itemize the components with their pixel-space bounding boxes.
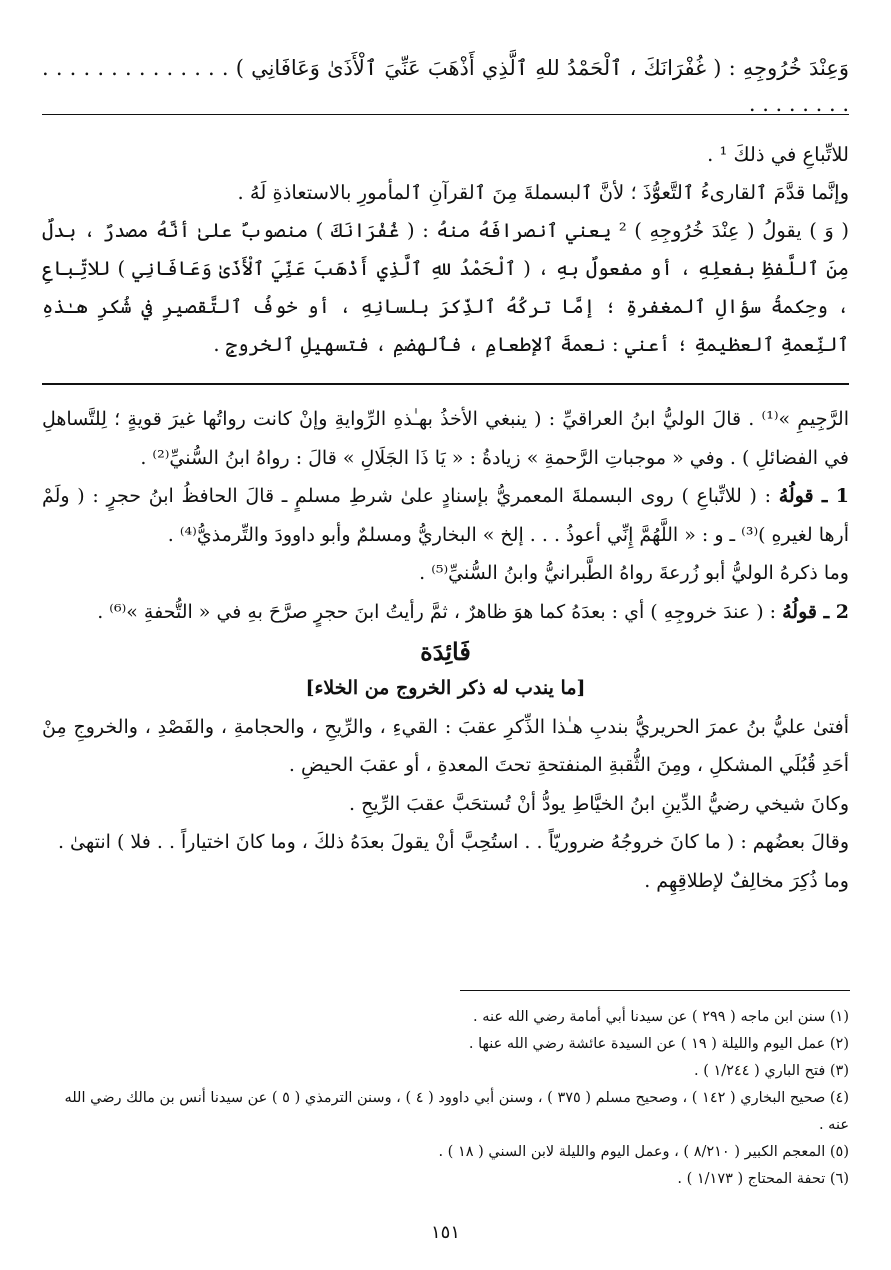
sharh-paragraph-2: وإنَّما قدَّمَ ٱلقارىءُ ٱلتَّعوُّذَ ؛ لأنَّ ٱلبسملةَ مِنَ ٱلقرآنِ ٱلمأمورِ بالاستعاذةِ لَهُ . (237, 181, 849, 204)
hashiya-gloss (42, 400, 849, 900)
page-number: ١٥١ (430, 1222, 460, 1243)
hashiya-paragraph-8: وما ذُكِرَ مخالِفٌ لإطلاقِهِم . (644, 869, 849, 892)
sharh-commentary (42, 136, 849, 364)
hashiya-paragraph-7: وقالَ بعضُهم : ( ما كانَ خروجُهُ ضروريّاً . . استُحِبَّ أنْ يقولَ بعدَهُ ذلكَ ، وما كانَ اختياراً . . فلا ) انتهىٰ . (57, 831, 849, 853)
footnote-3: (٣) فتح الباري ( ١/٢٤٤ ) . (693, 1063, 849, 1079)
hashiya-paragraph-2 (42, 477, 849, 554)
hashiya-paragraph-6: وكانَ شيخي رضيُّ الدِّينِ ابنُ الخيَّاطِ يودُّ أنْ تُستحَبَّ عقبَ الرِّيحِ . (349, 792, 849, 815)
sharh-paragraph-3: ( وَ ) يقولُ ( عِنْدَ خُرُوجِهِ ) ² يعني ٱنصرافَهُ منهُ : ( غُفْرَانَكَ ) منصوبٌ علىٰ أنَّهُ مصدرٌ ، بدلٌ مِنَ ٱللَّفظِ بفعلِهِ ، أو مفعولٌ بهِ ، ( ٱلْحَمْدُ للهِ ٱلَّذِي أَذْهَبَ عَنِّيَ ٱلْأَذَىٰ وَعَافَانِي ) للاتِّباعِ ، وحِكمةُ سؤالِ ٱلمغفرةِ ؛ إمَّا تركُهُ ٱلذِّكرَ بلسانِهِ ، أو خوفُ ٱلتَّقصيرِ في شُكرِ هـٰذهِ ٱلنِّعمةِ ٱلعظيمةِ ؛ أعني : نعمةَ ٱلإطعامِ ، فٱلهضمِ ، فتسهيلِ ٱلخروجِ . (42, 219, 849, 356)
sharh-paragraph-1: للاتِّباعِ في ذلكَ ¹ . (707, 143, 849, 166)
footnote-divider (460, 990, 850, 991)
hashiya-paragraph-5: أفتىٰ عليُّ بنُ عمرَ الحريريُّ بندبِ هـٰذا الذِّكرِ عقبَ : القيءِ ، والرِّيحِ ، والحجامةِ ، والفَصْدِ ، والخروجِ مِنْ أحَدِ قُبُلَي المشكلِ ، ومِنَ الثُّقبةِ المنفتحةِ تحتَ المعدةِ ، أو عقبَ الحيضِ . (42, 715, 849, 776)
footnote-1: (١) سنن ابن ماجه ( ٢٩٩ ) عن سيدنا أبي أمامة رضي الله عنه . (473, 1009, 849, 1025)
footnote-6: (٦) تحفة المحتاج ( ١/١٧٣ ) . (677, 1171, 849, 1187)
faida-title: فَائِدَة (420, 637, 471, 666)
hashiya-paragraph-2-text: : ( للاتِّباعِ ) روى البسملةَ المعمريُّ بإسنادٍ علىٰ شرطِ مسلمٍ ـ قالَ الحافظُ ابنُ حجرٍ : ( ولَمْ أرها لغيرهِ )⁽³⁾ ـ و : « اللَّهُمَّ إِنِّي أعوذُ . . . إلخ » البخاريُّ ومسلمٌ وأبو داوودَ والتِّرمذيُّ⁽⁴⁾ . (42, 485, 849, 546)
qawluhu-label-1: 1 ـ قولُهُ (778, 485, 849, 507)
hashiya-paragraph-3: وما ذكرهُ الوليُّ أبو زُرعةَ رواهُ الطَّبرانيُّ وابنُ السُّنيِّ⁽⁵⁾ . (419, 562, 849, 584)
faida-subtitle: [ما يندب له ذكر الخروج من الخلاء] (305, 677, 586, 699)
hashiya-paragraph-4 (42, 593, 849, 632)
hashiya-paragraph-4-text: : ( عندَ خروجِهِ ) أي : بعدَهُ كما هوَ ظاهرٌ ، ثمَّ رأيتُ ابنَ حجرٍ صرَّحَ بهِ في « التُّحفةِ »⁽⁶⁾ . (97, 600, 777, 623)
qawluhu-label-2: 2 ـ قولُهُ (782, 600, 849, 623)
footnote-2: (٢) عمل اليوم والليلة ( ١٩ ) عن السيدة عائشة رضي الله عنها . (468, 1036, 849, 1052)
footnote-5: (٥) المعجم الكبير ( ٨/٢١٠ ) ، وعمل اليوم والليلة لابن السني ( ١٨ ) . (438, 1144, 849, 1160)
divider-middle (42, 383, 849, 385)
footnotes (42, 1004, 849, 1193)
divider-top (42, 114, 849, 115)
matn-line: وَعِنْدَ خُرُوجِهِ : ( غُفْرَانَكَ ، ٱلْحَمْدُ للهِ ٱلَّذِي أَذْهَبَ عَنِّيَ ٱلْأَذَىٰ وَعَافَانِي ) . . . . . . . . . . . . . . . . . . . . . . (42, 56, 849, 116)
footnote-4: (٤) صحيح البخاري ( ١٤٢ ) ، وصحيح مسلم ( ٣٧٥ ) ، وسنن أبي داوود ( ٤ ) ، وسنن الترمذي ( ٥ ) عن سيدنا أنس بن مالك رضي الله عنه . (64, 1090, 849, 1133)
matn-text (42, 50, 849, 122)
hashiya-paragraph-1: الرَّجِيمِ »⁽¹⁾ . قالَ الوليُّ ابنُ العراقيِّ : ( ينبغي الأخذُ بهـٰذهِ الرِّوايةِ وإنْ كانت رواتُها غيرَ قويةٍ ؛ لِلتَّساهلِ في الفضائلِ ) . وفي « موجباتِ الرَّحمةِ » زيادةُ : « يَا ذَا الجَلَالِ » قالَ : رواهُ ابنُ السُّنيِّ⁽²⁾ . (42, 408, 849, 469)
